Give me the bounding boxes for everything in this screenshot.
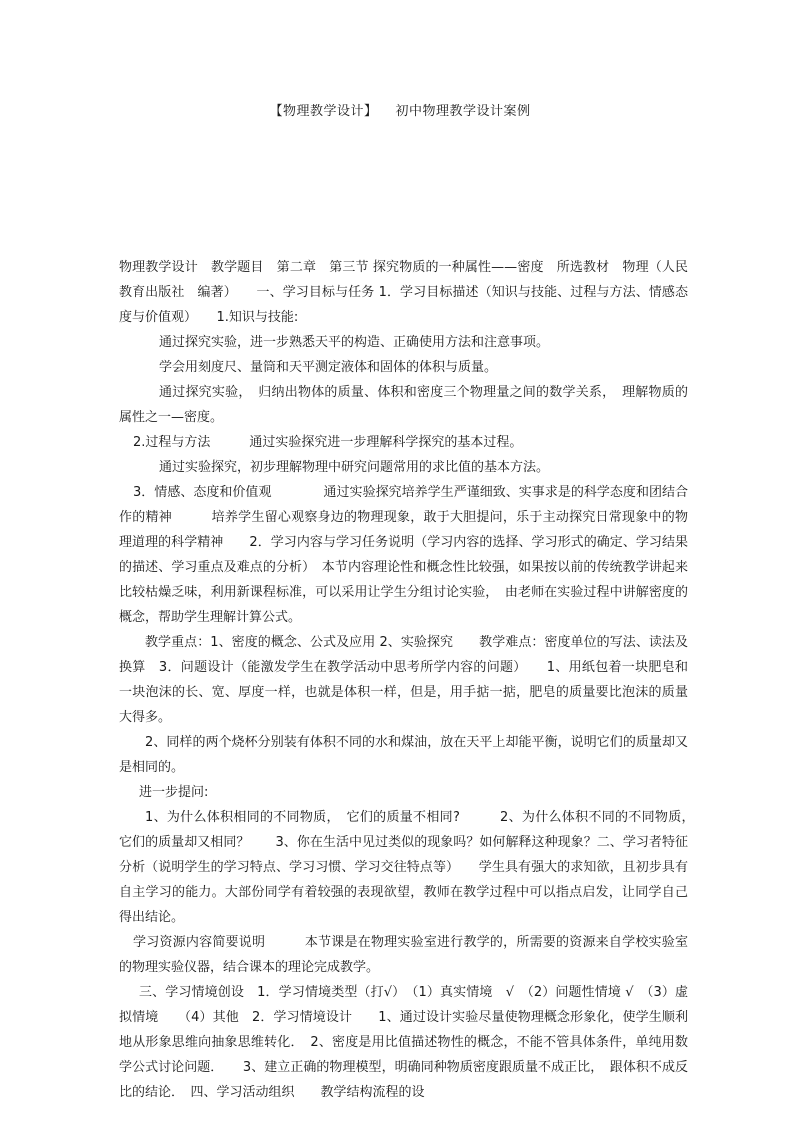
paragraph: 2、同样的两个烧杯分别装有体积不同的水和煤油，放在天平上却能平衡，说明它们的质量却又是相同的。 <box>119 735 688 775</box>
paragraph: 通过探究实验， 归纳出物体的质量、体积和密度三个物理量之间的数学关系， 理解物质的属性之一—密度。 <box>119 385 688 425</box>
paragraph: 学习资源内容简要说明 本节课是在物理实验室进行教学的，所需要的资源来自学校实验室的物理实验仪器，结合课本的理论完成教学。 <box>119 935 688 975</box>
paragraph: 1、为什么体积相同的不同物质， 它们的质量不相同? 2、为什么体积不同的不同物质， 它们的质量却又相同？ 3、你在生活中见过类似的现象吗？如何解释这种现象？二、学习者特征分析（说明学生的学习特点、学习习惯、学习交往特点等） 学生具有强大的求知欲，且初步具有自主学习的能力。大部份同学有着较强的表现欲望，教师在教学过程中可以指点启发，让同学自己得出结论。 <box>119 810 702 925</box>
title-category: 【物理教学设计】 <box>269 104 378 119</box>
paragraph: 三、学习情境创设 1．学习情境类型（打√） （1）真实情境 √ （2）问题性情境 √ （3）虚拟情境 （4）其他 2．学习情境设计 1、通过设计实验尽量使物理概念形象化，使学生顺利地从形象思维向抽象思维转化． 2、密度是用比值描述物性的概念，不能不管具体条件，单纯用数学公式讨论问题． 3、建立正确的物理模型，明确同种物质密度跟质量不成正比， 跟体积不成反比的结论． 四、学习活动组织 教学结构流程的设 <box>119 985 688 1100</box>
paragraph-intro: 物理教学设计 教学题目 第二章 第三节 探究物质的一种属性——密度 所选教材 物理（人民教育出版社 编著） 一、学习目标与任务 1．学习目标描述（知识与技能、过程与方法、情感态度与价值观） 1.知识与技能: <box>119 260 688 325</box>
paragraph: 进一步提问: <box>139 785 209 800</box>
paragraph: 通过探究实验，进一步熟悉天平的构造、正确使用方法和注意事项。 <box>159 335 550 350</box>
paragraph: 通过实验探究，初步理解物理中研究问题常用的求比值的基本方法。 <box>159 460 550 475</box>
document-title <box>0 100 800 119</box>
paragraph: 教学重点：1、密度的概念、公式及应用 2、实验探究 教学难点：密度单位的写法、读法及换算 3．问题设计（能激发学生在教学活动中思考所学内容的问题） 1、用纸包着一块肥皂和一块泡沫的长、宽、厚度一样，也就是体积一样，但是，用手掂一掂，肥皂的质量要比泡沫的质量大得多。 <box>119 635 688 725</box>
paragraph: 学会用刻度尺、量筒和天平测定液体和固体的体积与质量。 <box>159 360 498 375</box>
title-main: 初中物理教学设计案例 <box>395 104 531 119</box>
paragraph: 2.过程与方法 通过实验探究进一步理解科学探究的基本过程。 <box>133 435 523 450</box>
paragraph: 3．情感、态度和价值观 通过实验探究培养学生严谨细致、实事求是的科学态度和团结合作的精神 培养学生留心观察身边的物理现象，敢于大胆提问，乐于主动探究日常现象中的物理道理的科学精神 2．学习内容与学习任务说明（学习内容的选择、学习形式的确定、学习结果的描述、学习重点及难点的分析） 本节内容理论性和概念性比较强，如果按以前的传统教学讲起来比较枯燥乏味，利用新课程标准，可以采用让学生分组讨论实验， 由老师在实验过程中讲解密度的概念，帮助学生理解计算公式。 <box>119 485 688 625</box>
document-body <box>119 255 702 1105</box>
